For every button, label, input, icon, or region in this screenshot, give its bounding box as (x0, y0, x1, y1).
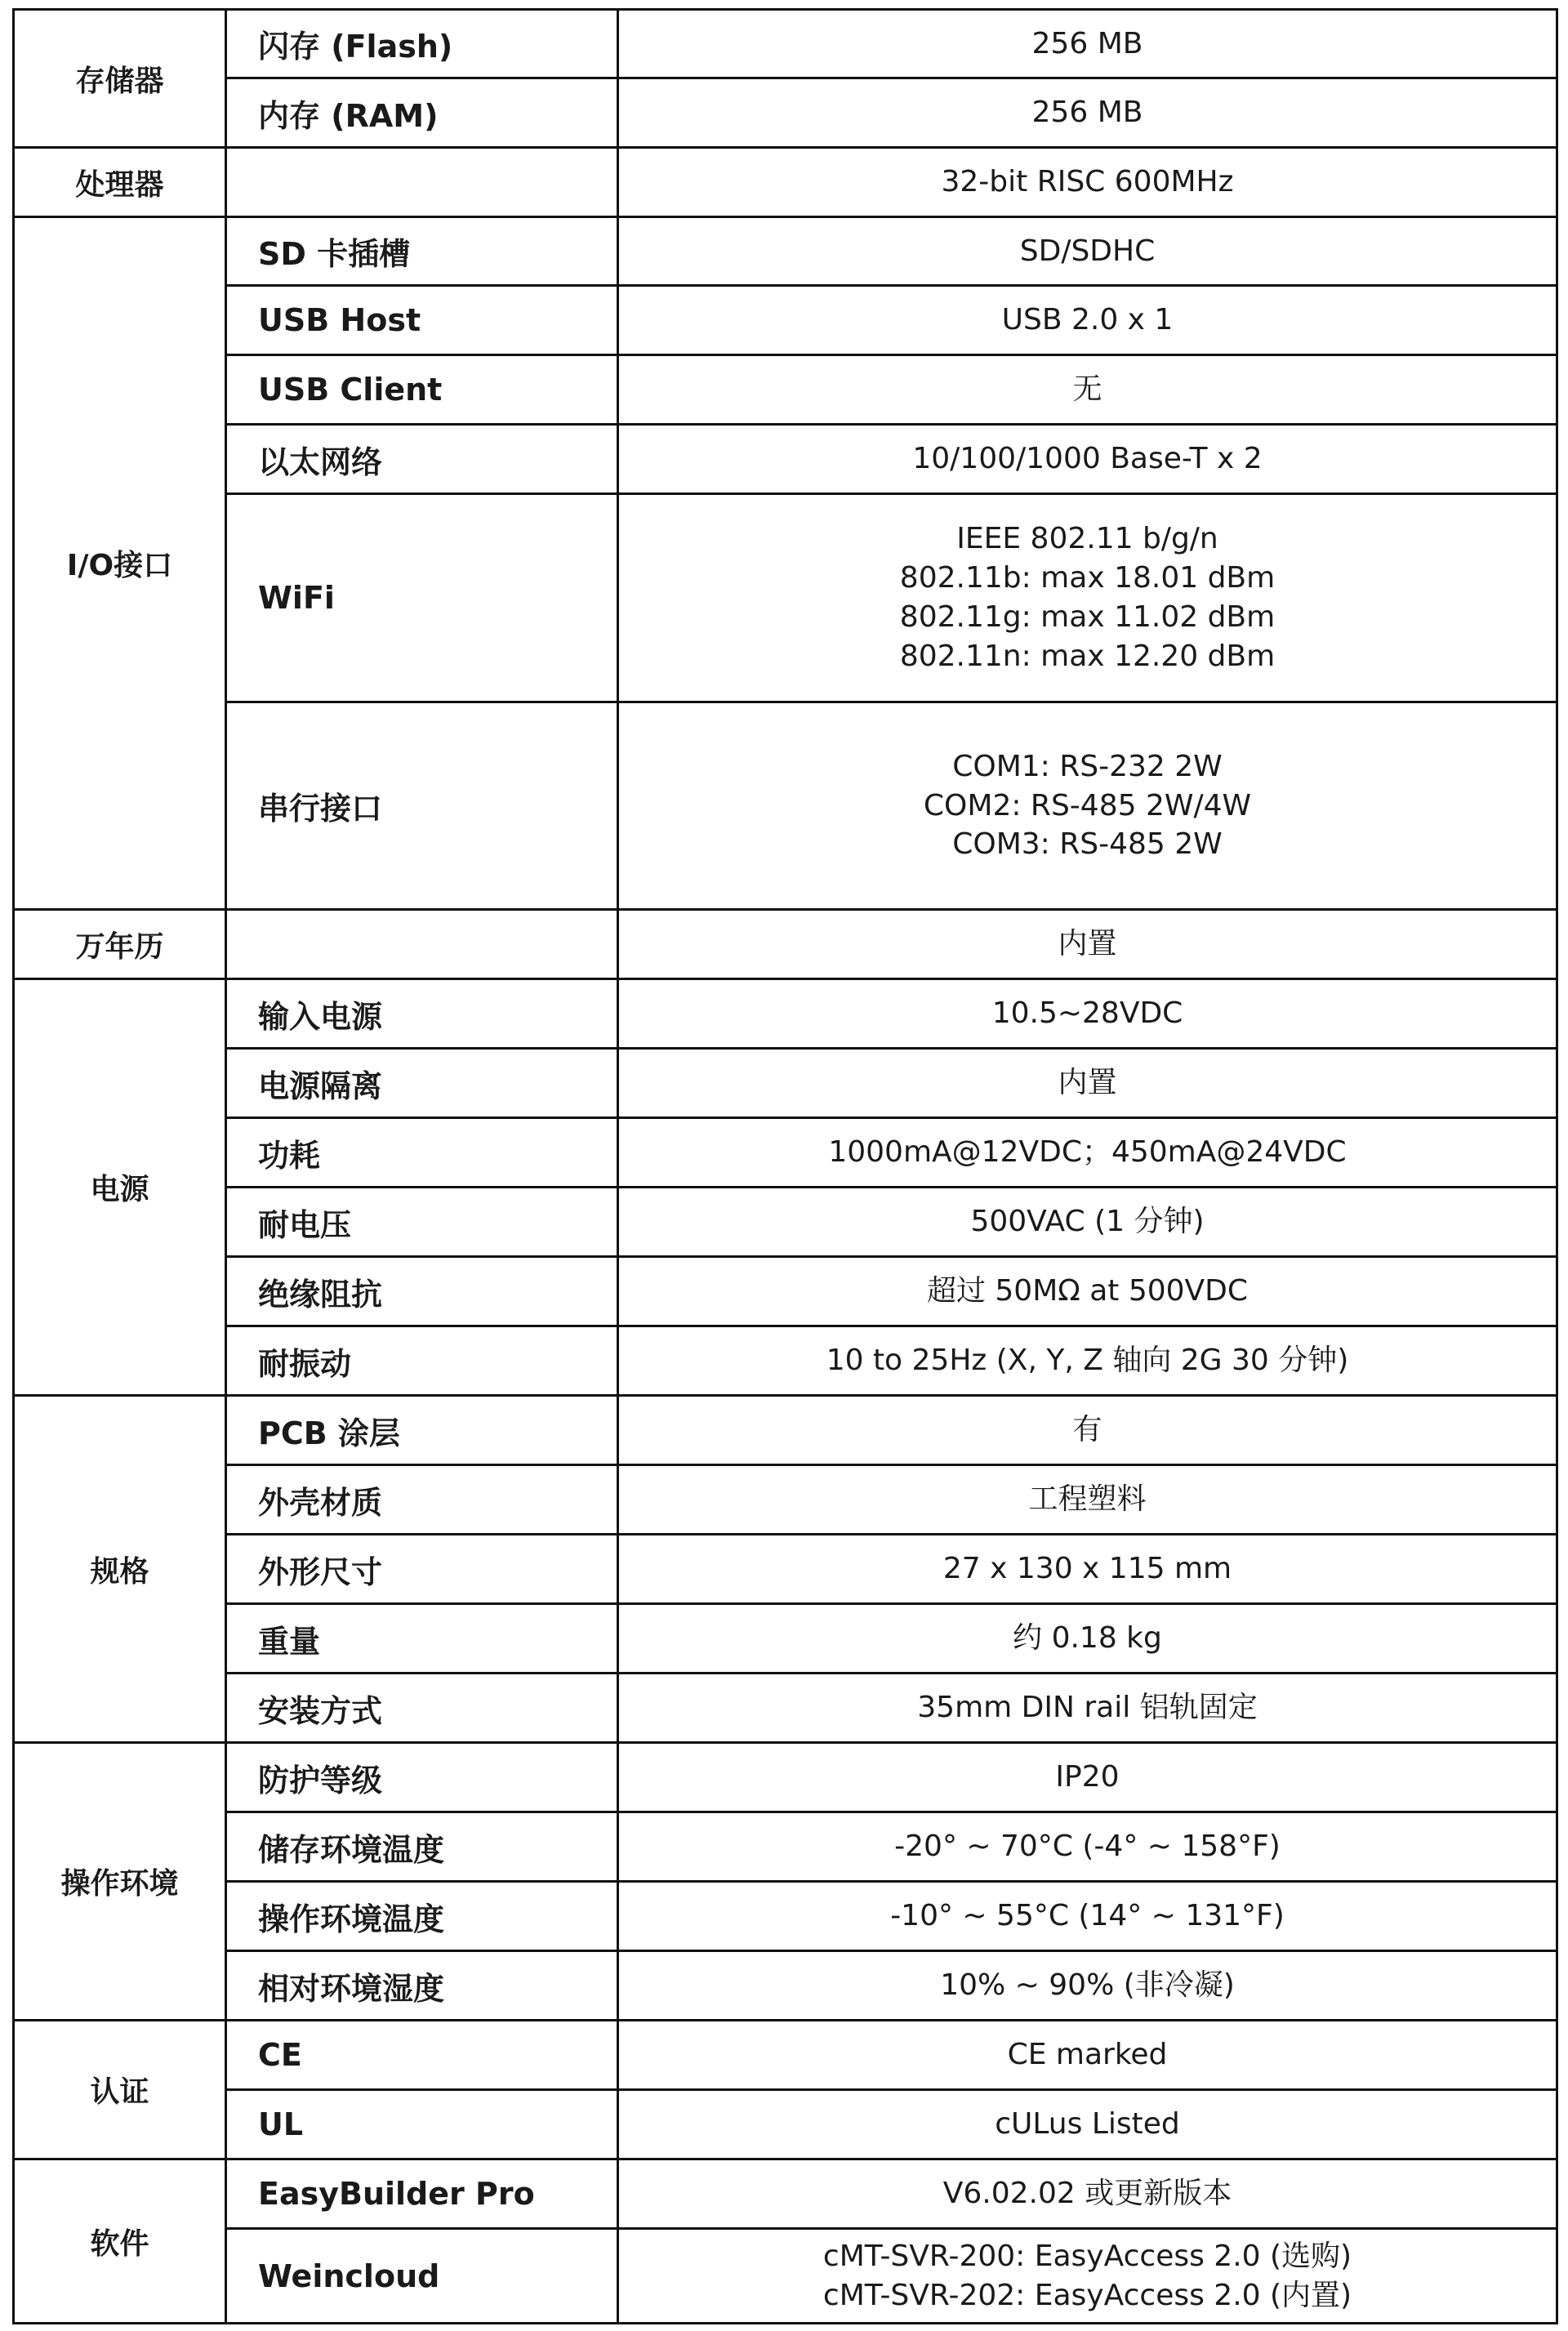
item-cell: 储存环境温度 (226, 1812, 618, 1882)
value-cell (618, 148, 1557, 217)
value-cell (618, 425, 1557, 494)
item-cell: PCB 涂层 (226, 1396, 618, 1465)
value-line: 802.11n: max 12.20 dBm (899, 639, 1276, 673)
value-cell (618, 1396, 1557, 1465)
item-cell: 功耗 (226, 1118, 618, 1188)
value-line: 有 (1072, 1413, 1102, 1447)
value-line: 35mm DIN rail 铝轨固定 (917, 1691, 1258, 1725)
value-line: COM3: RS-485 2W (952, 827, 1223, 862)
value-line: 256 MB (1031, 26, 1143, 60)
value-cell (618, 702, 1557, 910)
spec-table (12, 8, 1558, 2324)
item-cell: Weincloud (226, 2229, 618, 2324)
value-cell (618, 78, 1557, 148)
value-line: cULus Listed (995, 2107, 1180, 2142)
item-cell: CE (226, 2021, 618, 2090)
value-cell (618, 494, 1557, 702)
spec-row (14, 1535, 1557, 1604)
item-cell (226, 910, 618, 979)
value-cell (618, 1465, 1557, 1535)
value-line: 802.11g: max 11.02 dBm (899, 600, 1276, 634)
item-cell: WiFi (226, 494, 618, 702)
item-cell: 操作环境温度 (226, 1882, 618, 1951)
value-line: cMT-SVR-202: EasyAccess 2.0 (内置) (822, 2278, 1352, 2312)
value-line: 500VAC (1 分钟) (970, 1205, 1205, 1239)
item-cell: 外壳材质 (226, 1465, 618, 1535)
value-cell (618, 979, 1557, 1049)
item-cell: 重量 (226, 1604, 618, 1674)
category-cell: 规格 (14, 1396, 226, 1743)
value-line: 工程塑料 (1028, 1482, 1147, 1517)
item-cell: 闪存 (Flash) (226, 10, 618, 78)
spec-row (14, 78, 1557, 148)
spec-row (14, 1743, 1557, 1812)
value-line: 内置 (1058, 1066, 1117, 1100)
item-cell: 串行接口 (226, 702, 618, 910)
value-cell (618, 2229, 1557, 2324)
spec-row (14, 1257, 1557, 1326)
spec-row (14, 2159, 1557, 2229)
item-cell: 相对环境湿度 (226, 1951, 618, 2021)
value-line: 超过 50MΩ at 500VDC (926, 1274, 1249, 1308)
value-line: IEEE 802.11 b/g/n (956, 522, 1218, 556)
value-line: 无 (1072, 372, 1102, 407)
value-cell (618, 1326, 1557, 1396)
spec-row (14, 1465, 1557, 1535)
spec-row (14, 1674, 1557, 1743)
spec-row (14, 2090, 1557, 2159)
value-line: -10° ~ 55°C (14° ~ 131°F) (890, 1899, 1285, 1933)
value-line: CE marked (1007, 2038, 1168, 2072)
item-cell: 耐电压 (226, 1188, 618, 1257)
value-line: 10.5~28VDC (991, 996, 1183, 1031)
spec-row (14, 148, 1557, 217)
spec-row (14, 217, 1557, 286)
item-cell: UL (226, 2090, 618, 2159)
category-cell: 存储器 (14, 10, 226, 148)
category-cell: 处理器 (14, 148, 226, 217)
category-cell: I/O接口 (14, 217, 226, 910)
value-line: 10% ~ 90% (非冷凝) (940, 1968, 1235, 2003)
spec-row (14, 425, 1557, 494)
value-cell (618, 1118, 1557, 1188)
item-cell: SD 卡插槽 (226, 217, 618, 286)
spec-row (14, 979, 1557, 1049)
item-cell: USB Host (226, 286, 618, 355)
item-cell: 安装方式 (226, 1674, 618, 1743)
item-cell: 防护等级 (226, 1743, 618, 1812)
value-line: 256 MB (1031, 96, 1143, 130)
item-cell: EasyBuilder Pro (226, 2159, 618, 2229)
item-cell: 耐振动 (226, 1326, 618, 1396)
value-cell (618, 1535, 1557, 1604)
spec-row (14, 10, 1557, 78)
value-cell (618, 1049, 1557, 1118)
spec-row (14, 1396, 1557, 1465)
value-line: 27 x 130 x 115 mm (942, 1552, 1232, 1586)
value-line: V6.02.02 或更新版本 (942, 2177, 1232, 2211)
item-cell (226, 148, 618, 217)
value-line: 802.11b: max 18.01 dBm (899, 561, 1276, 595)
value-cell (618, 10, 1557, 78)
item-cell: 电源隔离 (226, 1049, 618, 1118)
value-cell (618, 1951, 1557, 2021)
item-cell: 绝缘阻抗 (226, 1257, 618, 1326)
spec-row (14, 1951, 1557, 2021)
category-cell: 认证 (14, 2021, 226, 2159)
spec-row (14, 702, 1557, 910)
value-cell (618, 217, 1557, 286)
spec-row (14, 1326, 1557, 1396)
value-line: SD/SDHC (1019, 234, 1156, 268)
spec-row (14, 1882, 1557, 1951)
value-cell (618, 2021, 1557, 2090)
spec-row (14, 355, 1557, 425)
spec-row (14, 494, 1557, 702)
category-cell: 软件 (14, 2159, 226, 2324)
value-cell (618, 2159, 1557, 2229)
item-cell: 内存 (RAM) (226, 78, 618, 148)
category-cell: 电源 (14, 979, 226, 1396)
item-cell: USB Client (226, 355, 618, 425)
value-line: 10 to 25Hz (X, Y, Z 轴向 2G 30 分钟) (826, 1344, 1349, 1378)
value-line: COM1: RS-232 2W (952, 749, 1223, 783)
item-cell: 以太网络 (226, 425, 618, 494)
value-line: USB 2.0 x 1 (1001, 303, 1174, 337)
spec-row (14, 286, 1557, 355)
value-line: 1000mA@12VDC；450mA@24VDC (828, 1135, 1347, 1170)
spec-row (14, 1049, 1557, 1118)
value-cell (618, 286, 1557, 355)
spec-row (14, 910, 1557, 979)
value-cell (618, 1674, 1557, 1743)
value-cell (618, 910, 1557, 979)
value-line: 内置 (1058, 927, 1117, 961)
value-cell (618, 2090, 1557, 2159)
value-line: 10/100/1000 Base-T x 2 (912, 442, 1263, 476)
spec-row (14, 1604, 1557, 1674)
spec-row (14, 1188, 1557, 1257)
spec-row (14, 1812, 1557, 1882)
value-cell (618, 1882, 1557, 1951)
value-line: COM2: RS-485 2W/4W (923, 788, 1252, 822)
value-line: 32-bit RISC 600MHz (941, 165, 1234, 199)
value-cell (618, 1188, 1557, 1257)
category-cell: 操作环境 (14, 1743, 226, 2021)
value-cell (618, 1743, 1557, 1812)
spec-row (14, 1118, 1557, 1188)
value-cell (618, 1257, 1557, 1326)
category-cell: 万年历 (14, 910, 226, 979)
value-line: IP20 (1055, 1760, 1120, 1794)
value-cell (618, 1812, 1557, 1882)
spec-table-body (14, 10, 1557, 2324)
item-cell: 输入电源 (226, 979, 618, 1049)
value-line: 约 0.18 kg (1013, 1621, 1162, 1656)
value-cell (618, 355, 1557, 425)
spec-row (14, 2229, 1557, 2324)
item-cell: 外形尺寸 (226, 1535, 618, 1604)
value-line: cMT-SVR-200: EasyAccess 2.0 (选购) (822, 2239, 1352, 2273)
value-line: -20° ~ 70°C (-4° ~ 158°F) (894, 1830, 1281, 1864)
spec-row (14, 2021, 1557, 2090)
value-cell (618, 1604, 1557, 1674)
